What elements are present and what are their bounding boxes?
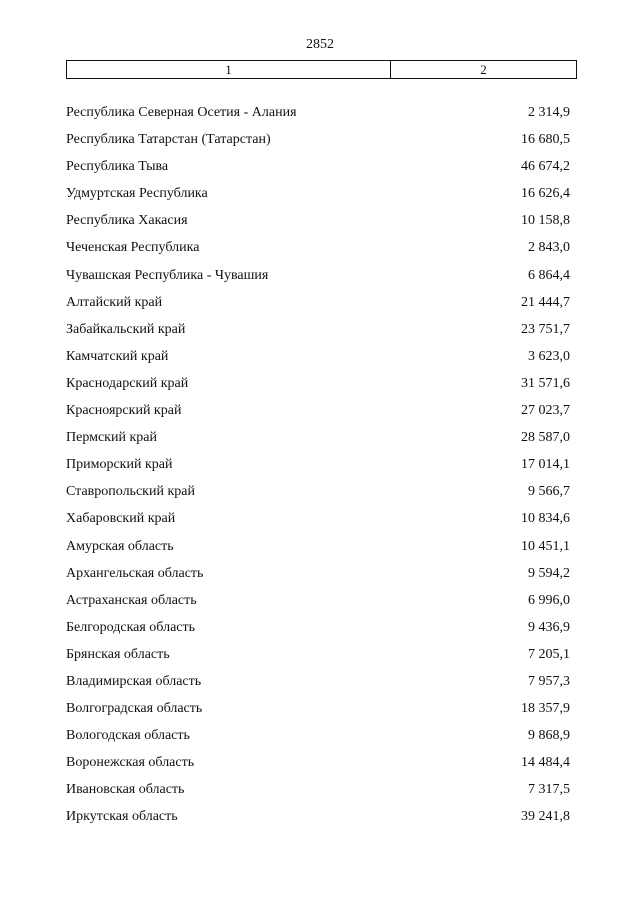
region-value: 9 436,9 xyxy=(528,619,570,635)
region-name: Амурская область xyxy=(66,538,174,554)
table-row xyxy=(0,590,640,617)
table-row xyxy=(0,671,640,698)
table-row xyxy=(0,237,640,264)
table-row xyxy=(0,563,640,590)
region-value: 9 594,2 xyxy=(528,565,570,581)
region-value: 31 571,6 xyxy=(521,375,570,391)
region-name: Иркутская область xyxy=(66,809,178,825)
region-name: Белгородская область xyxy=(66,619,196,635)
region-value: 39 241,8 xyxy=(521,809,570,825)
region-value: 7 317,5 xyxy=(528,782,570,798)
region-value: 16 626,4 xyxy=(521,186,570,202)
column-header-2: 2 xyxy=(480,61,487,77)
region-name: Забайкальский край xyxy=(66,321,186,337)
region-name: Алтайский край xyxy=(66,294,163,310)
table-row xyxy=(0,725,640,752)
table-row xyxy=(0,698,640,725)
table-row xyxy=(0,156,640,183)
region-table-body xyxy=(0,102,640,834)
region-value: 2 843,0 xyxy=(528,240,570,256)
region-value: 46 674,2 xyxy=(521,159,570,175)
table-row xyxy=(0,129,640,156)
region-value: 9 566,7 xyxy=(528,484,570,500)
table-row xyxy=(0,617,640,644)
region-value: 7 957,3 xyxy=(528,673,570,689)
region-value: 16 680,5 xyxy=(521,132,570,148)
region-name: Республика Татарстан (Татарстан) xyxy=(66,132,271,148)
region-value: 18 357,9 xyxy=(521,701,570,717)
region-value: 2 314,9 xyxy=(528,105,570,120)
region-name: Чеченская Республика xyxy=(66,240,200,256)
page-number: 2852 xyxy=(306,37,334,52)
region-name: Чувашская Республика - Чувашия xyxy=(66,267,269,283)
region-value: 10 451,1 xyxy=(521,538,570,554)
region-value: 23 751,7 xyxy=(521,321,570,337)
region-name: Пермский край xyxy=(66,430,157,446)
region-value: 21 444,7 xyxy=(521,294,570,310)
region-name: Волгоградская область xyxy=(66,701,203,717)
column-header-table xyxy=(66,60,577,79)
region-name: Архангельская область xyxy=(66,565,204,581)
table-row xyxy=(0,346,640,373)
region-name: Камчатский край xyxy=(66,348,169,364)
region-value: 14 484,4 xyxy=(521,755,570,771)
region-value: 17 014,1 xyxy=(521,457,570,473)
table-row xyxy=(0,319,640,346)
column-header-1: 1 xyxy=(67,61,391,78)
table-row xyxy=(0,102,640,129)
region-name: Краснодарский край xyxy=(66,375,189,391)
table-row xyxy=(0,779,640,806)
region-value: 9 868,9 xyxy=(528,728,570,744)
table-row xyxy=(0,536,640,563)
region-value: 10 834,6 xyxy=(521,511,570,527)
table-row xyxy=(0,210,640,237)
region-name: Воронежская область xyxy=(66,755,195,771)
region-value: 27 023,7 xyxy=(521,403,570,419)
table-row xyxy=(0,292,640,319)
region-name: Республика Хакасия xyxy=(66,213,188,229)
region-name: Республика Северная Осетия - Алания xyxy=(66,105,297,120)
region-value: 6 864,4 xyxy=(528,267,570,283)
table-row xyxy=(0,752,640,779)
region-name: Астраханская область xyxy=(66,592,197,608)
table-row xyxy=(0,454,640,481)
region-name: Красноярский край xyxy=(66,403,182,419)
region-name: Владимирская область xyxy=(66,673,202,689)
region-value: 10 158,8 xyxy=(521,213,570,229)
region-value: 28 587,0 xyxy=(521,430,570,446)
region-name: Удмуртская Республика xyxy=(66,186,208,202)
table-row xyxy=(0,265,640,292)
region-name: Приморский край xyxy=(66,457,173,473)
region-name: Брянская область xyxy=(66,646,170,662)
table-row xyxy=(0,183,640,210)
table-row xyxy=(0,427,640,454)
table-row xyxy=(0,508,640,535)
table-row xyxy=(0,644,640,671)
region-name: Вологодская область xyxy=(66,728,190,744)
table-row xyxy=(0,400,640,427)
region-value: 6 996,0 xyxy=(528,592,570,608)
table-row xyxy=(0,373,640,400)
region-name: Ивановская область xyxy=(66,782,185,798)
region-name: Республика Тыва xyxy=(66,159,169,175)
region-name: Хабаровский край xyxy=(66,511,176,527)
region-name: Ставропольский край xyxy=(66,484,195,500)
table-row xyxy=(0,806,640,833)
table-row xyxy=(0,481,640,508)
region-value: 3 623,0 xyxy=(528,348,570,364)
region-value: 7 205,1 xyxy=(528,646,570,662)
